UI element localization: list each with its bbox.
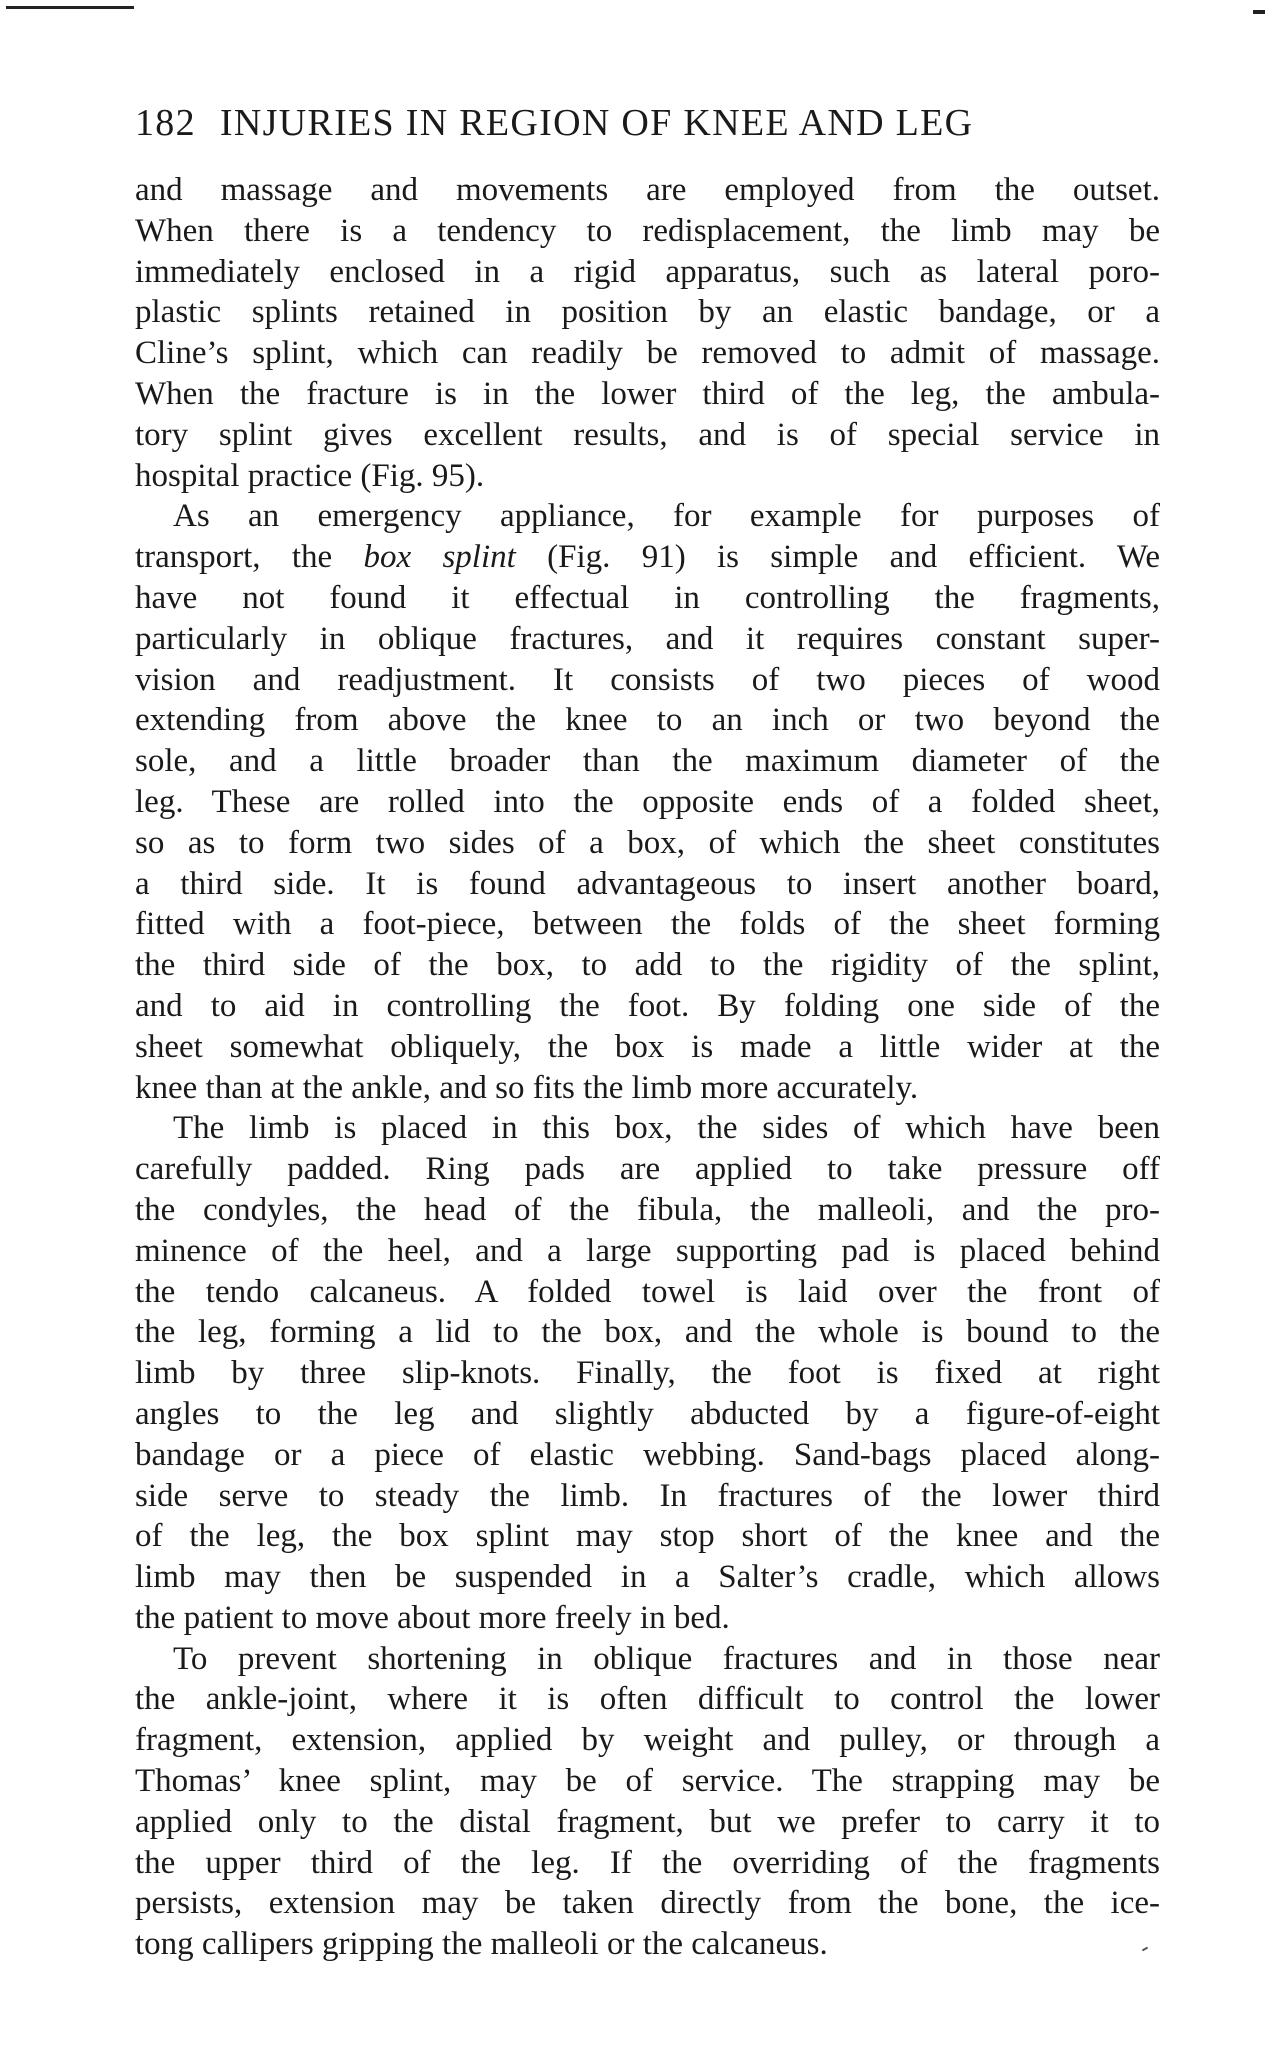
text-line: sole, and a little broader than the maximum diameter of the xyxy=(135,743,1160,780)
text-line: sheet somewhat obliquely, the box is made a little wider at the xyxy=(135,1028,1160,1065)
text-line: carefully padded. Ring pads are applied to take pressure off xyxy=(135,1151,1160,1188)
text-line: bandage or a piece of elastic webbing. Sand-bags placed along- xyxy=(135,1436,1160,1473)
text-line: immediately enclosed in a rigid apparatus, such as lateral poro- xyxy=(135,253,1160,290)
text-line: tory splint gives excellent results, and is of special service in xyxy=(135,416,1160,453)
text-line: transport, the box splint (Fig. 91) is simple and efficient. We xyxy=(135,539,1161,576)
text-line: persists, extension may be taken directly from the bone, the ice- xyxy=(135,1885,1160,1922)
text-line: fragment, extension, applied by weight and pulley, or through a xyxy=(135,1722,1160,1759)
text-line: knee than at the ankle, and so fits the limb more accurately. xyxy=(135,1069,919,1106)
book-page xyxy=(135,96,1160,1965)
text-line: the patient to move about more freely in bed. xyxy=(135,1599,730,1636)
text-line: Cline’s splint, which can readily be removed to admit of massage. xyxy=(135,335,1160,372)
running-title: INJURIES IN REGION OF KNEE AND LEG xyxy=(219,102,974,144)
text-line: particularly in oblique fractures, and it requires constant super- xyxy=(135,620,1160,657)
text-line: the tendo calcaneus. A folded towel is laid over the front of xyxy=(135,1273,1160,1310)
text-line: the ankle-joint, where it is often difficult to control the lower xyxy=(135,1681,1160,1718)
paragraph-1 xyxy=(135,170,1160,496)
text-line: vision and readjustment. It consists of two pieces of wood xyxy=(135,661,1160,698)
text-line: plastic splints retained in position by an elastic bandage, or a xyxy=(135,294,1160,331)
text-line: limb by three slip-knots. Finally, the foot is fixed at right xyxy=(135,1355,1160,1392)
text-line: extending from above the knee to an inch or two beyond the xyxy=(135,702,1160,739)
text-line: tong callipers gripping the malleoli or the calcaneus. xyxy=(135,1926,828,1963)
text-line: Thomas’ knee splint, may be of service. The strapping may be xyxy=(135,1763,1160,1800)
text-line: fitted with a foot-piece, between the folds of the sheet forming xyxy=(135,906,1160,943)
scan-edge-mark-right xyxy=(1253,10,1265,14)
text-line: a third side. It is found advantageous to insert another board, xyxy=(135,865,1160,902)
text-line: so as to form two sides of a box, of which the sheet constitutes xyxy=(135,824,1160,861)
text-line: angles to the leg and slightly abducted by a figure-of-eight xyxy=(135,1395,1160,1432)
text-line: To prevent shortening in oblique fractures and in those near xyxy=(173,1640,1160,1677)
text-line: the leg, forming a lid to the box, and the whole is bound to the xyxy=(135,1314,1160,1351)
text-line: As an emergency appliance, for example for purposes of xyxy=(173,498,1160,535)
text-line: applied only to the distal fragment, but we prefer to carry it to xyxy=(135,1803,1160,1840)
text-line: The limb is placed in this box, the sides of which have been xyxy=(173,1110,1160,1147)
text-line: limb may then be suspended in a Salter’s cradle, which allows xyxy=(135,1559,1160,1596)
text-line: leg. These are rolled into the opposite ends of a folded sheet, xyxy=(135,783,1160,820)
scan-edge-mark xyxy=(6,6,134,9)
text-line: the third side of the box, to add to the rigidity of the splint, xyxy=(135,947,1160,984)
text-line: side serve to steady the limb. In fractures of the lower third xyxy=(135,1477,1160,1514)
body-text xyxy=(135,170,1160,1965)
text-line: hospital practice (Fig. 95). xyxy=(135,457,485,494)
page-number: 182 xyxy=(135,102,196,144)
paragraph-3 xyxy=(135,1108,1160,1638)
text-line: and massage and movements are employed from the outset. xyxy=(135,172,1160,208)
running-header xyxy=(135,96,1160,150)
text-line: minence of the heel, and a large supporting pad is placed behind xyxy=(135,1232,1160,1269)
text-line: the condyles, the head of the fibula, the malleoli, and the pro- xyxy=(135,1191,1160,1228)
text-line: When the fracture is in the lower third of the leg, the ambula- xyxy=(135,375,1160,412)
text-line: When there is a tendency to redisplacement, the limb may be xyxy=(135,212,1160,249)
paragraph-2 xyxy=(135,496,1160,1108)
text-line: have not found it effectual in controlling the fragments, xyxy=(135,579,1160,616)
text-line: of the leg, the box splint may stop short of the knee and the xyxy=(135,1518,1160,1555)
text-line: the upper third of the leg. If the overriding of the fragments xyxy=(135,1844,1160,1881)
paragraph-4 xyxy=(135,1639,1160,1965)
text-line: and to aid in controlling the foot. By folding one side of the xyxy=(135,987,1160,1024)
